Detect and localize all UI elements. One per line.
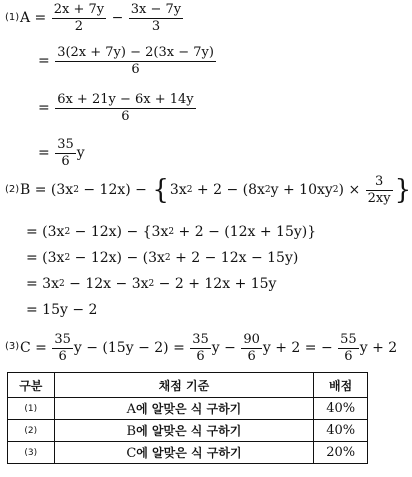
fraction-denominator: 6: [61, 153, 70, 169]
row-variable: A: [126, 402, 136, 417]
fraction-numerator: 55: [340, 331, 357, 347]
math-text: −: [107, 10, 128, 26]
table-row: [8, 420, 368, 442]
row-criteria: [54, 442, 314, 464]
math-fraction: [190, 333, 211, 363]
fraction-denominator: 3: [151, 18, 161, 34]
problem-2-label: (2): [5, 184, 20, 195]
header-points: 배점: [314, 373, 368, 398]
fraction-numerator: 35: [192, 331, 209, 347]
math-text: − 12x) − (3x: [70, 250, 165, 266]
math-text: y + 2 = −: [262, 340, 338, 356]
math-brace: {: [152, 174, 169, 206]
problem-1-line-3: [38, 90, 197, 126]
math-fraction: [55, 46, 216, 76]
row-criteria-text: 에 알맞은 식 구하기: [135, 402, 242, 416]
problem-1-line-2: [38, 43, 217, 79]
math-text: A =: [20, 10, 51, 26]
math-text: ) ×: [338, 182, 365, 198]
fraction-numerator: 90: [243, 331, 260, 347]
math-text: + 2 − (12x + 15y)}: [174, 224, 317, 240]
fraction-numerator: 35: [54, 331, 71, 347]
fraction-denominator: 6: [196, 348, 205, 364]
problem-3-label: (3): [5, 341, 20, 352]
math-text: y: [76, 145, 85, 161]
table-row: [8, 398, 368, 420]
math-text: − 12x) −: [70, 224, 143, 240]
problem-1-line-1: [20, 0, 184, 36]
problem-2-line-4: = 3x 2 − 12x − 3x 2 − 2 + 12x + 15y: [26, 276, 277, 292]
row-criteria-text: 에 알맞은 식 구하기: [136, 446, 242, 460]
math-text: =: [38, 53, 55, 69]
fraction-denominator: 6: [344, 348, 353, 364]
row-criteria: [54, 420, 314, 442]
math-text: y − (15y − 2) =: [73, 340, 190, 356]
math-text: B = (3x: [20, 182, 74, 198]
problem-2-line-2: = (3x 2 − 12x) − {3x 2 + 2 − (12x + 15y)}: [26, 224, 317, 240]
fraction-numerator: 3(2x + 7y) − 2(3x − 7y): [57, 44, 214, 60]
table-header-row: [8, 373, 368, 398]
math-brace: }: [394, 174, 412, 206]
math-text: = (3x: [26, 224, 65, 240]
math-text: − 12x) −: [78, 182, 152, 198]
math-fraction: [366, 175, 393, 205]
row-points: 40%: [314, 398, 368, 420]
problem-1-line-4: [38, 135, 85, 171]
problem-1-label: (1): [5, 12, 20, 23]
fraction-denominator: 2: [74, 18, 84, 34]
fraction-numerator: 2x + 7y: [53, 1, 105, 17]
problem-2-line-3: = (3x 2 − 12x) − (3x 2 + 2 − 12x − 15y): [26, 250, 299, 266]
fraction-denominator: 6: [247, 348, 256, 364]
math-text: =: [38, 145, 55, 161]
math-fraction: [52, 333, 73, 363]
row-label: (2): [8, 420, 55, 442]
problem-2-line-5: [26, 300, 97, 320]
header-criteria: 채점 기준: [54, 373, 314, 398]
row-criteria-text: 에 알맞은 식 구하기: [136, 424, 242, 438]
math-text: − 12x − 3x: [64, 276, 149, 292]
problem-3-line-1: [20, 330, 397, 366]
math-text: y + 10xy: [270, 182, 333, 198]
row-points: 40%: [314, 420, 368, 442]
fraction-numerator: 3: [374, 173, 384, 189]
math-fraction: [338, 333, 359, 363]
row-variable: B: [126, 424, 137, 439]
math-text: =: [38, 100, 55, 116]
fraction-numerator: 35: [57, 136, 74, 152]
math-text: = 15y − 2: [26, 302, 98, 318]
math-text: {3x: [142, 224, 169, 240]
header-section: 구분: [8, 373, 55, 398]
math-text: C =: [20, 340, 52, 356]
math-text: 3x: [169, 182, 187, 198]
math-fraction: [52, 3, 106, 33]
math-text: = (3x: [26, 250, 65, 266]
problem-2-line-1: B = (3x 2 − 12x) − { 3x 2 + 2 − (8x 2 y + 10xy 2 ) × $\frac{3}{2xy}$ }: [20, 173, 412, 206]
fraction-denominator: 6: [121, 108, 130, 124]
math-text: y −: [211, 340, 241, 356]
row-label: (1): [8, 398, 55, 420]
table-row: [8, 442, 368, 464]
fraction-denominator: 6: [131, 61, 140, 77]
math-fraction: [55, 93, 195, 123]
math-text: − 2 + 12x + 15y: [154, 276, 277, 292]
row-variable: C: [126, 446, 137, 461]
math-text: + 2 − (8x: [192, 182, 265, 198]
fraction-numerator: 3x − 7y: [130, 1, 182, 17]
scoring-table: [7, 372, 368, 464]
row-label: (3): [8, 442, 55, 464]
fraction-numerator: 6x + 21y − 6x + 14y: [57, 91, 194, 107]
fraction-denominator: 6: [58, 348, 67, 364]
fraction-denominator: 2xy: [367, 190, 391, 206]
math-text: + 2 − 12x − 15y): [170, 250, 299, 266]
math-fraction: [241, 333, 262, 363]
row-points: 20%: [314, 442, 368, 464]
math-text: y + 2: [359, 340, 398, 356]
math-fraction: [55, 138, 76, 168]
math-text: = 3x: [26, 276, 59, 292]
math-fraction: [129, 3, 183, 33]
row-criteria: [54, 398, 314, 420]
